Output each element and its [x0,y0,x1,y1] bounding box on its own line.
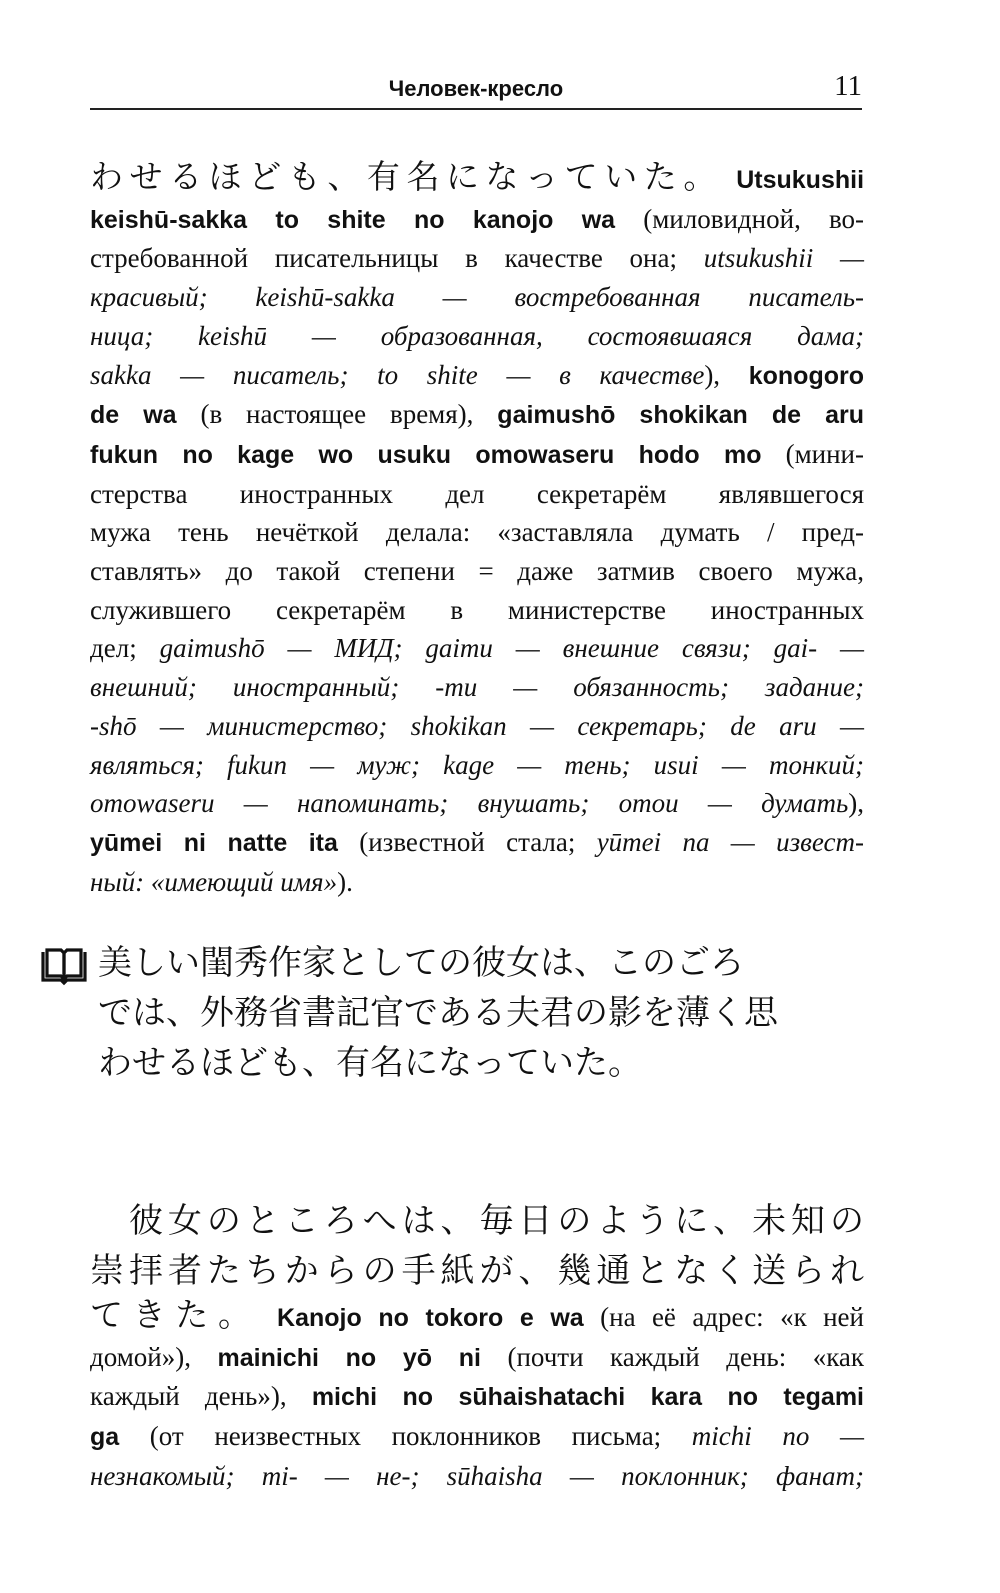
quote-line: わせるほども、有名になっていた。 [98,1043,642,1083]
text-line [90,1338,864,1378]
translation-text: домой»), [90,1341,218,1372]
quote-line: では、外務省書記官である夫君の影を薄く思 [98,993,778,1033]
text-line [90,591,864,630]
text-line [90,1377,864,1417]
text-line [90,200,864,240]
text-line [90,513,864,552]
translation-text: (миловидной, во- [643,203,865,234]
text-line [90,552,864,591]
romaji-bold: Utsukushii [736,166,865,194]
gloss-italic: sakka — писатель; to shite — в качестве [90,359,705,390]
translation-text: ставлять» до такой степени = даже затмив своего мужа, [90,556,864,587]
text-line [90,629,864,668]
gloss-italic: ница; keishū — образованная, состоявшаяся дама; [90,320,864,351]
translation-text: (от неизвестных поклонников письма; [119,1421,692,1452]
gloss-italic: являться; fukun — муж; kage — тень; usui — тонкий; [90,749,864,780]
gloss-italic: yūmei na — извест- [596,826,864,857]
gloss-italic: utsukushii — [703,243,864,274]
gloss-italic: незнакомый; mi- — не-; sūhaisha — поклонник; фанат; [90,1460,864,1491]
translation-text: (известной стала; [337,826,597,857]
text-line [90,317,864,356]
japanese-text: わせるほども、有名になっていた。 [90,157,723,196]
text-line [90,239,864,278]
open-book-icon [40,948,88,986]
text-line [90,823,864,863]
text-line [90,158,864,200]
translation-text: ), [848,788,864,819]
running-title: Человек-кресло [388,76,564,101]
text-line [90,1296,864,1338]
translation-text: (почти каждый день: «как [480,1341,865,1372]
translation-text: (на её адрес: «к ней [583,1302,864,1332]
text-line [90,863,864,902]
quote-line: 美しい閨秀作家としての彼女は、このごろ [98,943,744,983]
text-line [90,1457,864,1496]
commentary-block-1 [90,158,864,901]
gloss-italic: gaimushō — МИД; gaimu — внешние связи; gai- — [159,633,865,664]
romaji-bold: Kanojo no tokoro e wa [277,1304,584,1332]
translation-text: ), [704,359,749,390]
text-line [90,668,864,707]
text-line [90,356,864,396]
romaji-bold: keishū-sakka to shite no kanojo wa [90,205,616,234]
gloss-italic: ный: «имеющий имя» [90,866,338,897]
translation-text: каждый день»), [90,1381,312,1412]
text-line [90,1417,864,1457]
gloss-italic: внешний; иностранный; -mu — обязанность; задание; [90,672,864,703]
japanese-line: 彼女のところへは、毎日のように、未知の [90,1201,864,1241]
romaji-bold: gaimushō shokikan de aru [497,401,864,430]
text-line [90,395,864,435]
translation-text: стерства иностранных дел секретарём являвшегося [90,478,864,509]
text-line [90,707,864,746]
page-header [90,62,862,110]
japanese-line: 崇拝者たちからの手紙が、幾通となく送られ [90,1251,864,1291]
gloss-italic: красивый; keishū-sakka — востребованная писатель- [90,282,864,313]
gloss-italic: -shō — министерство; shokikan — секретарь; de aru — [90,710,864,741]
text-line [90,784,864,823]
romaji-bold: yūmei ni natte ita [90,828,338,857]
commentary-block-2 [90,1196,864,1496]
translation-text: (в настоящее время), [176,399,498,430]
translation-text: стребованной писательницы в качестве она; [90,243,704,274]
romaji-bold: mainichi no yō ni [217,1343,481,1372]
japanese-text: てきた。 [90,1295,261,1334]
romaji-bold: michi no sūhaishatachi kara no tegami [311,1383,864,1412]
translation-text: служившего секретарём в министерстве иностранных [90,594,864,625]
japanese-original-quote [98,938,866,1088]
romaji-bold: fukun no kage wo usuku omowaseru hodo mo [90,440,762,469]
gloss-italic: omowaseru — напоминать; внушать; omou — думать [90,788,849,819]
text-line [90,278,864,317]
text-line [90,475,864,514]
translation-text: дел; [90,633,160,664]
romaji-bold: konogoro [748,361,864,390]
romaji-bold: ga [90,1423,120,1452]
translation-text: (мини- [761,438,864,469]
page-number: 11 [834,70,862,102]
romaji-bold: de wa [90,401,177,430]
gloss-italic: michi no — [691,1421,864,1452]
text-line [90,746,864,785]
translation-text: мужа тень нечёткой делала: «заставляла думать / пред- [90,517,864,548]
text-line [90,435,864,475]
translation-text: ). [337,866,353,897]
